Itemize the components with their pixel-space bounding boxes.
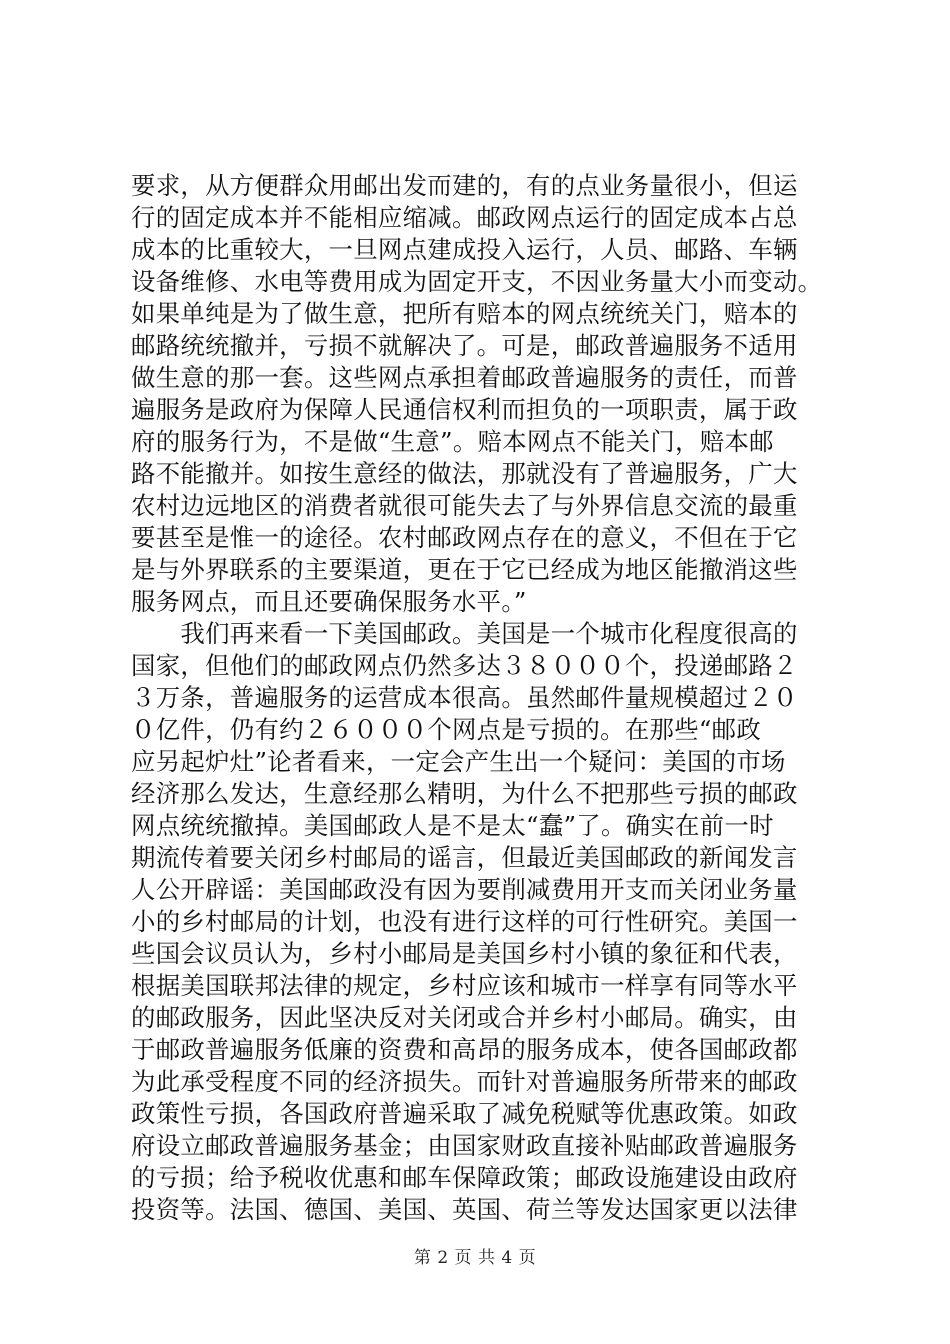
text-line: 是与外界联系的主要渠道，更在于它已经成为地区能撤消这些 [131, 555, 798, 584]
text-line: 府设立邮政普遍服务基金；由国家财政直接补贴邮政普遍服务 [131, 1131, 798, 1160]
text-line: ０亿件，仍有约２６０００个网点是亏损的。在那些“邮政 [131, 715, 762, 744]
text-line: 国家，但他们的邮政网点仍然多达３８０００个，投递邮路２ [131, 651, 798, 680]
text-line: 如果单纯是为了做生意，把所有赔本的网点统统关门，赔本的 [131, 299, 798, 328]
text-line: 的亏损；给予税收优惠和邮车保障政策；邮政设施建设由政府 [131, 1163, 798, 1192]
text-line: 农村边远地区的消费者就很可能失去了与外界信息交流的最重 [131, 491, 798, 520]
text-line: 政策性亏损，各国政府普遍采取了减免税赋等优惠政策。如政 [131, 1099, 798, 1128]
text-line: 根据美国联邦法律的规定，乡村应该和城市一样享有同等水平 [131, 971, 798, 1000]
text-line: 的邮政服务，因此坚决反对关闭或合并乡村小邮局。确实，由 [131, 1003, 798, 1032]
text-line: 小的乡村邮局的计划，也没有进行这样的可行性研究。美国一 [131, 907, 798, 936]
text-line: 邮路统统撤并，亏损不就解决了。可是，邮政普遍服务不适用 [131, 331, 798, 360]
text-line: 服务网点，而且还要确保服务水平。” [131, 587, 527, 616]
text-line: 做生意的那一套。这些网点承担着邮政普遍服务的责任，而普 [131, 363, 798, 392]
text-line: 经济那么发达，生意经那么精明，为什么不把那些亏损的邮政 [131, 779, 798, 808]
page-footer: 第 2 页 共 4 页 [413, 1248, 537, 1268]
text-line: 应另起炉灶”论者看来，一定会产生出一个疑问：美国的市场 [131, 747, 786, 776]
text-line: 成本的比重较大，一旦网点建成投入运行，人员、邮路、车辆 [131, 235, 798, 264]
text-line: 投资等。法国、德国、美国、英国、荷兰等发达国家更以法律 [131, 1195, 798, 1224]
text-line: 府的服务行为，不是做“生意”。赔本网点不能关门，赔本邮 [131, 427, 774, 456]
text-line: 遍服务是政府为保障人民通信权利而担负的一项职责，属于政 [131, 395, 798, 424]
text-line: ３万条，普遍服务的运营成本很高。虽然邮件量规模超过２０ [131, 683, 798, 712]
body-text [131, 170, 851, 1226]
text-line: 期流传着要关闭乡村邮局的谣言，但最近美国邮政的新闻发言 [131, 843, 798, 872]
text-line: 于邮政普遍服务低廉的资费和高昂的服务成本，使各国邮政都 [131, 1035, 798, 1064]
text-line: 我们再来看一下美国邮政。美国是一个城市化程度很高的 [131, 619, 798, 648]
text-line: 要求，从方便群众用邮出发而建的，有的点业务量很小，但运 [131, 171, 798, 200]
text-line: 人公开辟谣：美国邮政没有因为要削减费用开支而关闭业务量 [131, 875, 798, 904]
text-line: 行的固定成本并不能相应缩减。邮政网点运行的固定成本占总 [131, 203, 798, 232]
text-line: 些国会议员认为，乡村小邮局是美国乡村小镇的象征和代表， [131, 939, 798, 968]
text-line: 网点统统撤掉。美国邮政人是不是太“蠢”了。确实在前一时 [131, 811, 774, 840]
text-line: 路不能撤并。如按生意经的做法，那就没有了普遍服务，广大 [131, 459, 798, 488]
text-line: 要甚至是惟一的途径。农村邮政网点存在的意义，不但在于它 [131, 523, 798, 552]
text-line: 为此承受程度不同的经济损失。而针对普遍服务所带来的邮政 [131, 1067, 798, 1096]
text-line: 设备维修、水电等费用成为固定开支，不因业务量大小而变动。 [131, 267, 823, 296]
